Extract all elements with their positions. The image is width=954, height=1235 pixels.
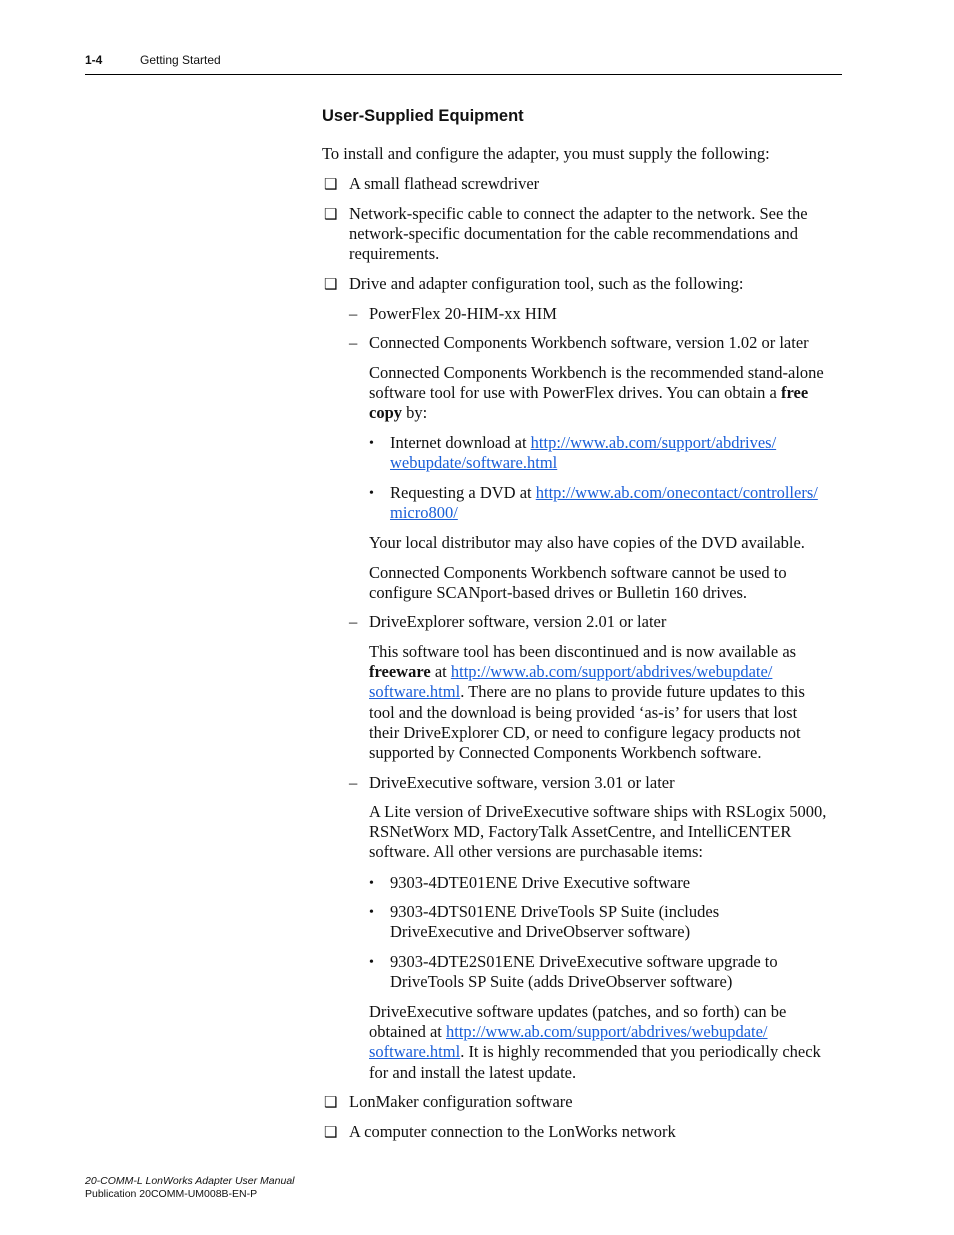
dx-item-line: DriveExecutive and DriveObserver software) [390,922,691,942]
dx-upd-pre: obtained at [369,1022,446,1042]
footer-publication: Publication 20COMM-UM008B-EN-P [85,1188,258,1200]
dx-item-line: 9303-4DTS01ENE DriveTools SP Suite (includes [390,902,720,921]
driveexecutive-description: A Lite version of DriveExecutive software ships with RSLogix 5000, RSNetWorx MD, FactoryTalk AssetCentre, and IntelliCENTER software. All other versions are purchasable items: [369,802,827,862]
driveexecutive-updates [369,1002,839,1083]
bullet-marker: • [369,876,374,891]
link-text: http://www.ab.com/onecontact/controllers/ [535,483,818,502]
internet-download-label: Internet download at [390,433,531,452]
link-text: micro800/ [390,503,458,523]
chapter-title: Getting Started [140,53,221,67]
driveexplorer-link-cont[interactable]: software.html [369,682,461,702]
de-freeware: freeware [369,662,431,682]
checkbox-icon: ❑ [324,1125,338,1141]
item-screwdriver: A small flathead screwdriver [349,174,540,193]
driveexecutive-updates-link-cont[interactable]: software.html [369,1042,461,1062]
dash-marker: – [349,773,358,792]
item-cable: Network-specific cable to connect the adapter to the network. See the network-specific documentation for the cable recommendations and requirements. [349,204,808,264]
link-text: webupdate/software.html [390,453,558,473]
link-text: http://www.ab.com/support/abdrives/ [530,433,777,452]
checkbox-icon: ❑ [324,177,338,193]
dx-item-line: 9303-4DTE2S01ENE DriveExecutive software upgrade to [390,952,778,971]
dx-upd-post: . It is highly recommended that you periodically check [460,1042,821,1062]
de-rest: . There are no plans to provide future updates to this [460,682,805,702]
item-computer: A computer connection to the LonWorks network [349,1122,676,1141]
dash-marker: – [349,304,358,323]
dx-upd-line: for and install the latest update. [369,1062,577,1082]
checkbox-icon: ❑ [324,207,338,223]
tool-driveexecutive: DriveExecutive software, version 3.01 or later [369,773,675,792]
dx-item-1: 9303-4DTE01ENE Drive Executive software [390,873,691,892]
intro-text: To install and configure the adapter, you must supply the following: [322,144,770,163]
de-line [369,682,839,702]
driveexecutive-updates-link[interactable]: http://www.ab.com/support/abdrives/webupdate/ [445,1022,768,1042]
dx-upd-line: DriveExecutive software updates (patches, and so forth) can be [369,1002,787,1021]
bullet-marker: • [369,436,374,451]
page-header [85,52,842,75]
dx-upd-line [369,1022,839,1042]
dx-item-line: DriveTools SP Suite (adds DriveObserver software) [390,972,733,992]
section-title: User-Supplied Equipment [322,107,524,125]
item-config-tool: Drive and adapter configuration tool, such as the following: [349,274,744,293]
tool-ccw: Connected Components Workbench software, version 1.02 or later [369,333,809,352]
ccw-limitation: Connected Components Workbench software cannot be used to configure SCANport-based drives or Bulletin 160 drives. [369,563,787,603]
ccw-description [369,363,829,424]
tool-him: PowerFlex 20-HIM-xx HIM [369,304,557,323]
dash-marker: – [349,333,358,352]
dx-upd-line [369,1042,839,1062]
bullet-marker: • [369,905,374,920]
tool-driveexplorer: DriveExplorer software, version 2.01 or later [369,612,667,631]
dash-marker: – [349,612,358,631]
driveexplorer-description [369,642,839,763]
de-at: at [430,662,451,682]
de-line: supported by Connected Components Workbench software. [369,743,762,763]
driveexplorer-link[interactable]: http://www.ab.com/support/abdrives/webupdate/ [450,662,773,682]
de-line: their DriveExplorer CD, or need to configure legacy products not [369,722,801,742]
bullet-marker: • [369,955,374,970]
ccw-desc-text: Connected Components Workbench is the recommended stand-alone software tool for use with PowerFlex drives. You can obtain a [369,363,824,403]
de-line [369,662,839,682]
checkbox-icon: ❑ [324,1095,338,1111]
de-line: tool and the download is being provided ‘as-is’ for users that lost [369,702,798,722]
item-lonmaker: LonMaker configuration software [349,1092,573,1111]
page-footer [85,1175,295,1201]
dx-item-2 [390,902,719,942]
ccw-desc-end: by: [402,403,428,423]
dvd-request-label: Requesting a DVD at [390,483,536,502]
footer-manual: 20-COMM-L LonWorks Adapter User Manual [85,1175,295,1187]
ccw-free-copy: free copy [369,383,809,423]
bullet-marker: • [369,486,374,501]
de-line: This software tool has been discontinued and is now available as [369,642,797,661]
internet-download [390,433,776,473]
distributor-note: Your local distributor may also have copies of the DVD available. [369,533,805,552]
page-number: 1-4 [85,53,103,67]
dvd-request [390,483,818,523]
dx-item-3 [390,952,778,992]
checkbox-icon: ❑ [324,277,338,293]
